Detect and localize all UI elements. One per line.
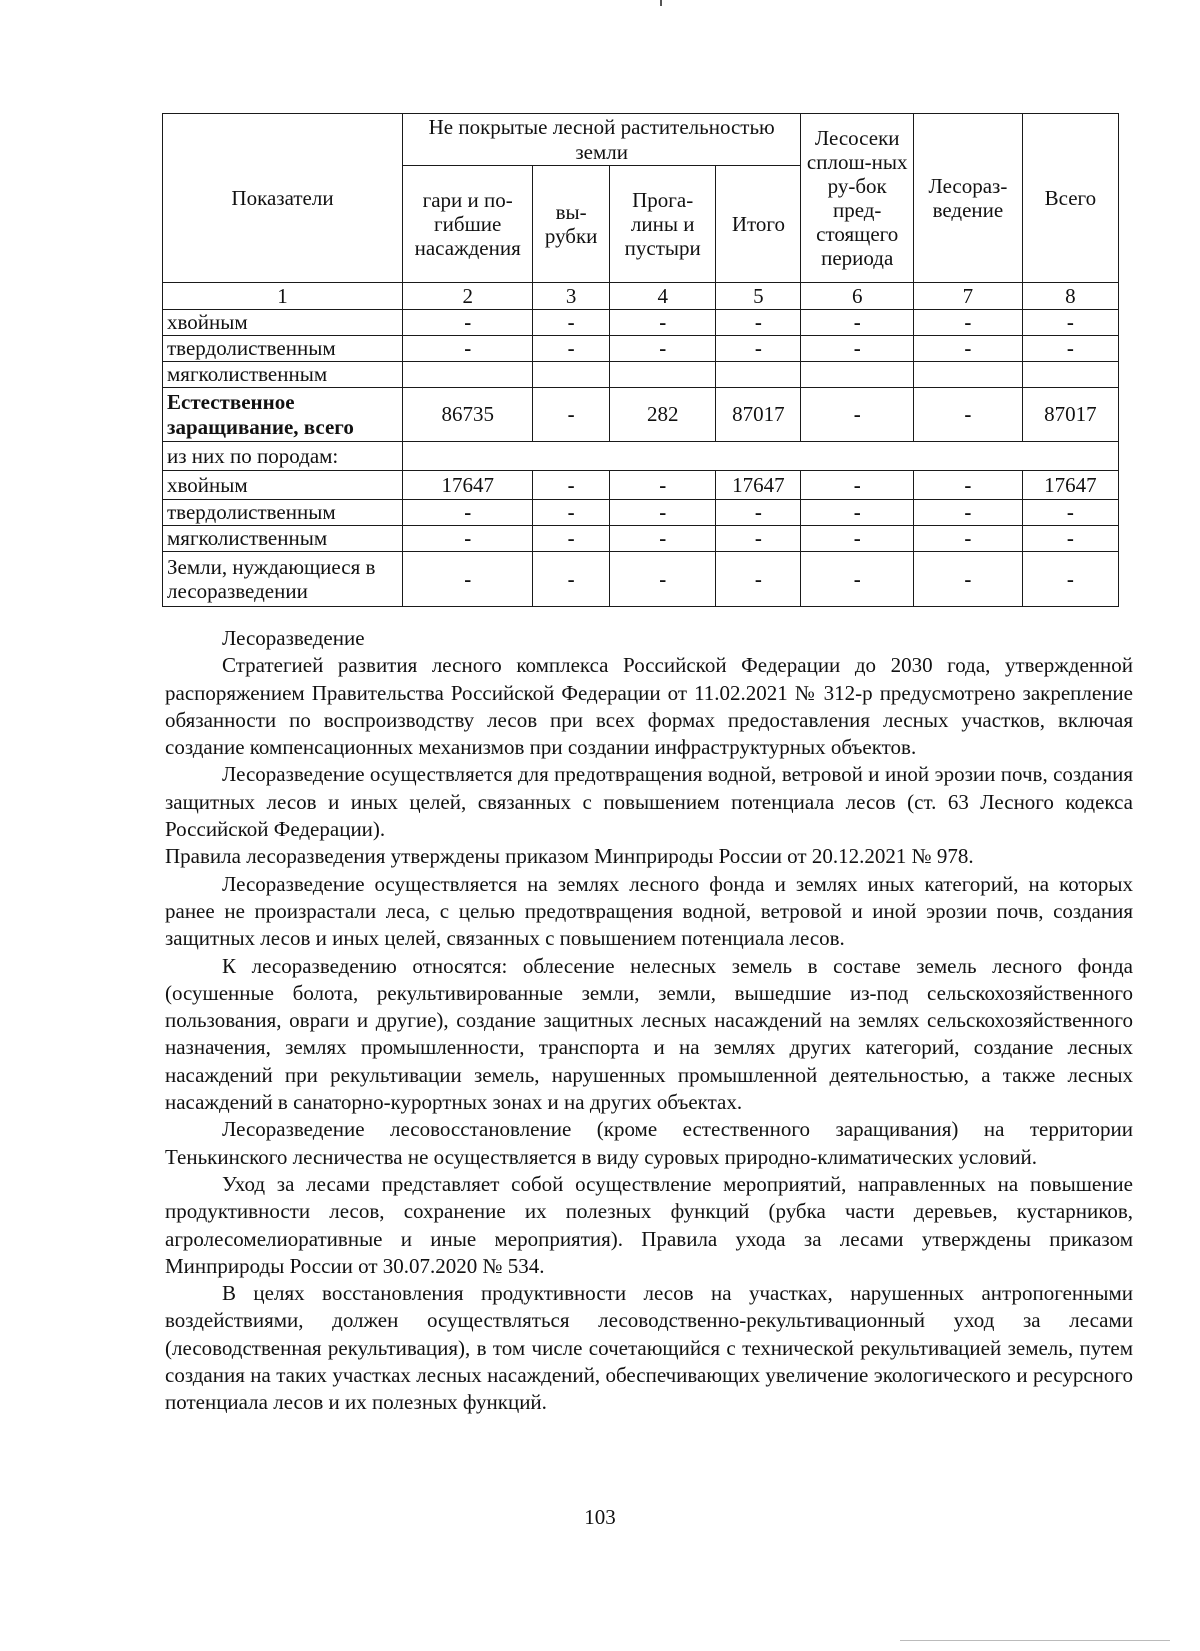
table-cell: - [533, 310, 610, 336]
table-row [163, 310, 1119, 336]
table-cell: - [609, 500, 716, 526]
column-number: 4 [609, 283, 716, 310]
table-cell [914, 362, 1023, 388]
table-row [163, 336, 1119, 362]
table-cell: - [716, 500, 801, 526]
table-cell: - [609, 310, 716, 336]
header-total: Всего [1022, 114, 1118, 283]
table-row [163, 388, 1119, 442]
table-cell: - [1022, 526, 1118, 552]
table-cell: - [403, 310, 533, 336]
table-cell: - [533, 552, 610, 607]
subheading: Лесоразведение [222, 626, 365, 650]
table-cell: - [716, 310, 801, 336]
table-row [163, 552, 1119, 607]
table-cell: 87017 [716, 388, 801, 442]
table-row [163, 471, 1119, 500]
column-number: 7 [914, 283, 1023, 310]
table-cell: - [533, 336, 610, 362]
table-cell: - [533, 500, 610, 526]
row-label: Земли, нуждающиеся в лесоразведении [163, 552, 403, 607]
forest-lands-table [162, 113, 1119, 607]
table-cell: - [403, 552, 533, 607]
table-cell: - [801, 388, 914, 442]
table-cell: 17647 [403, 471, 533, 500]
table-cell: - [403, 500, 533, 526]
paragraph: Правила лесоразведения утверждены приказом Минприроды России от 20.12.2021 № 978. [165, 844, 974, 869]
header-not-covered: Не покрытые лесной растительностью земли [403, 114, 801, 166]
table-cell: - [533, 471, 610, 500]
table-cell: - [533, 526, 610, 552]
scan-edge-line [900, 1640, 1170, 1641]
row-label: хвойным [163, 471, 403, 500]
row-label: хвойным [163, 310, 403, 336]
table-cell [801, 362, 914, 388]
column-number: 6 [801, 283, 914, 310]
row-label: из них по породам: [163, 442, 403, 471]
paragraph: Лесоразведение осуществляется для предотвращения водной, ветровой и иной эрозии почв, создания защитных лесов и иных целей, связанных с повышением потенциала лесов (ст. 63 Лесного кодекса Российской Федерации). [165, 762, 1133, 842]
paragraph: Уход за лесами представляет собой осуществление мероприятий, направленных на повышение продуктивности лесов, сохранение их полезных функций (рубка части деревьев, кустарников, агролесомелиоративные и иные мероприятия). Правила ухода за лесами утверждены приказом Минприроды России от 30.07.2020 № 534. [165, 1171, 1133, 1278]
table-cell [403, 362, 533, 388]
row-label: твердолиственным [163, 500, 403, 526]
column-number: 2 [403, 283, 533, 310]
table-row [163, 500, 1119, 526]
table-row [163, 526, 1119, 552]
table-cell: - [914, 310, 1023, 336]
table-cell [716, 362, 801, 388]
table-cell: - [914, 336, 1023, 362]
table-cell: - [801, 526, 914, 552]
table-row [163, 442, 1119, 471]
table-cell: - [801, 500, 914, 526]
table-number-row [163, 283, 1119, 310]
column-number: 1 [163, 283, 403, 310]
table-cell: - [801, 552, 914, 607]
table-cell: - [533, 388, 610, 442]
table-cell: - [801, 471, 914, 500]
paragraph: В целях восстановления продуктивности лесов на участках, нарушенных антропогенными воздействиями, должен осуществляться лесоводственно-рекультивационный уход за лесами (лесоводственная рекультивация), в том числе сочетающийся с технической рекультивацией земель, путем создания на таких участках лесных насаждений, обеспечивающих увеличение экологического и ресурсного потенциала лесов и их полезных функций. [165, 1281, 1133, 1415]
table-cell: 17647 [1022, 471, 1118, 500]
table-row [163, 362, 1119, 388]
paragraph: К лесоразведению относятся: облесение нелесных земель в составе земель лесного фонда (осушенные болота, рекультивированные земли, земли, вышедшие из-под сельскохозяйственного пользования, овраги и другие), создание защитных лесных насаждений на землях сельскохозяйственного назначения, землях промышленности, транспорта и на землях других категорий, создание лесных насаждений при рекультивации земель, нарушенных промышленной деятельностью, а также лесных насаждений в санаторно-курортных зонах и на других объектах. [165, 953, 1133, 1115]
table-cell: - [914, 526, 1023, 552]
paragraph: Лесоразведение лесовосстановление (кроме естественного заращивания) на территории Тенькинского лесничества не осуществляется в виду суровых природно-климатических условий. [165, 1117, 1133, 1169]
table-cell: - [801, 336, 914, 362]
table-cell: - [914, 552, 1023, 607]
table-cell: - [609, 471, 716, 500]
paragraph: Лесоразведение осуществляется на землях лесного фонда и землях иных категорий, на которых ранее не произрастали леса, с целью предотвращения водной, ветровой и иной эрозии почв, создания защитных лесов и иных целей, связанных с повышением потенциала лесов. [165, 871, 1133, 951]
column-number: 8 [1022, 283, 1118, 310]
table-cell [533, 362, 610, 388]
table-cell: - [1022, 500, 1118, 526]
table-cell: - [403, 336, 533, 362]
header-total-sub: Итого [716, 166, 801, 283]
table-cell: - [716, 336, 801, 362]
header-afforestation: Лесораз-ведение [914, 114, 1023, 283]
table-cell [1022, 362, 1118, 388]
header-glades: Прога-лины и пустыри [609, 166, 716, 283]
table-cell: - [403, 526, 533, 552]
table-cell [403, 442, 1119, 471]
table-cell: - [716, 526, 801, 552]
row-label: мягколиственным [163, 362, 403, 388]
table-cell: - [716, 552, 801, 607]
table-cell: - [609, 552, 716, 607]
header-burned: гари и по-гибшие насаждения [403, 166, 533, 283]
paragraph: Стратегией развития лесного комплекса Российской Федерации до 2030 года, утвержденной распоряжением Правительства Российской Федерации от 11.02.2021 № 312-р предусмотрено закрепление обязанности по воспроизводству лесов при всех формах предоставления лесных участков, включая создание компенсационных механизмов при создании инфраструктурных объектов. [165, 653, 1133, 760]
table-header-row [163, 114, 1119, 166]
table-cell: - [1022, 552, 1118, 607]
scan-mark [660, 0, 662, 6]
column-number: 5 [716, 283, 801, 310]
table-cell [609, 362, 716, 388]
header-cutting-areas: Лесосеки сплош-ных ру-бок пред-стоящего периода [801, 114, 914, 283]
table-cell: 86735 [403, 388, 533, 442]
table-cell: - [914, 471, 1023, 500]
column-number: 3 [533, 283, 610, 310]
page-number: 103 [584, 1505, 616, 1529]
row-label: мягколиственным [163, 526, 403, 552]
table-cell: - [609, 336, 716, 362]
table-cell: - [914, 388, 1023, 442]
row-label: Естественное заращивание, всего [163, 388, 403, 442]
row-label: твердолиственным [163, 336, 403, 362]
table-cell: - [801, 310, 914, 336]
table-cell: 282 [609, 388, 716, 442]
table-cell: - [609, 526, 716, 552]
table-cell: 87017 [1022, 388, 1118, 442]
header-indicators: Показатели [163, 114, 403, 283]
table-cell: 17647 [716, 471, 801, 500]
table-cell: - [1022, 336, 1118, 362]
table-cell: - [914, 500, 1023, 526]
header-cut: вы-рубки [533, 166, 610, 283]
table-cell: - [1022, 310, 1118, 336]
body-text [165, 625, 1133, 1417]
